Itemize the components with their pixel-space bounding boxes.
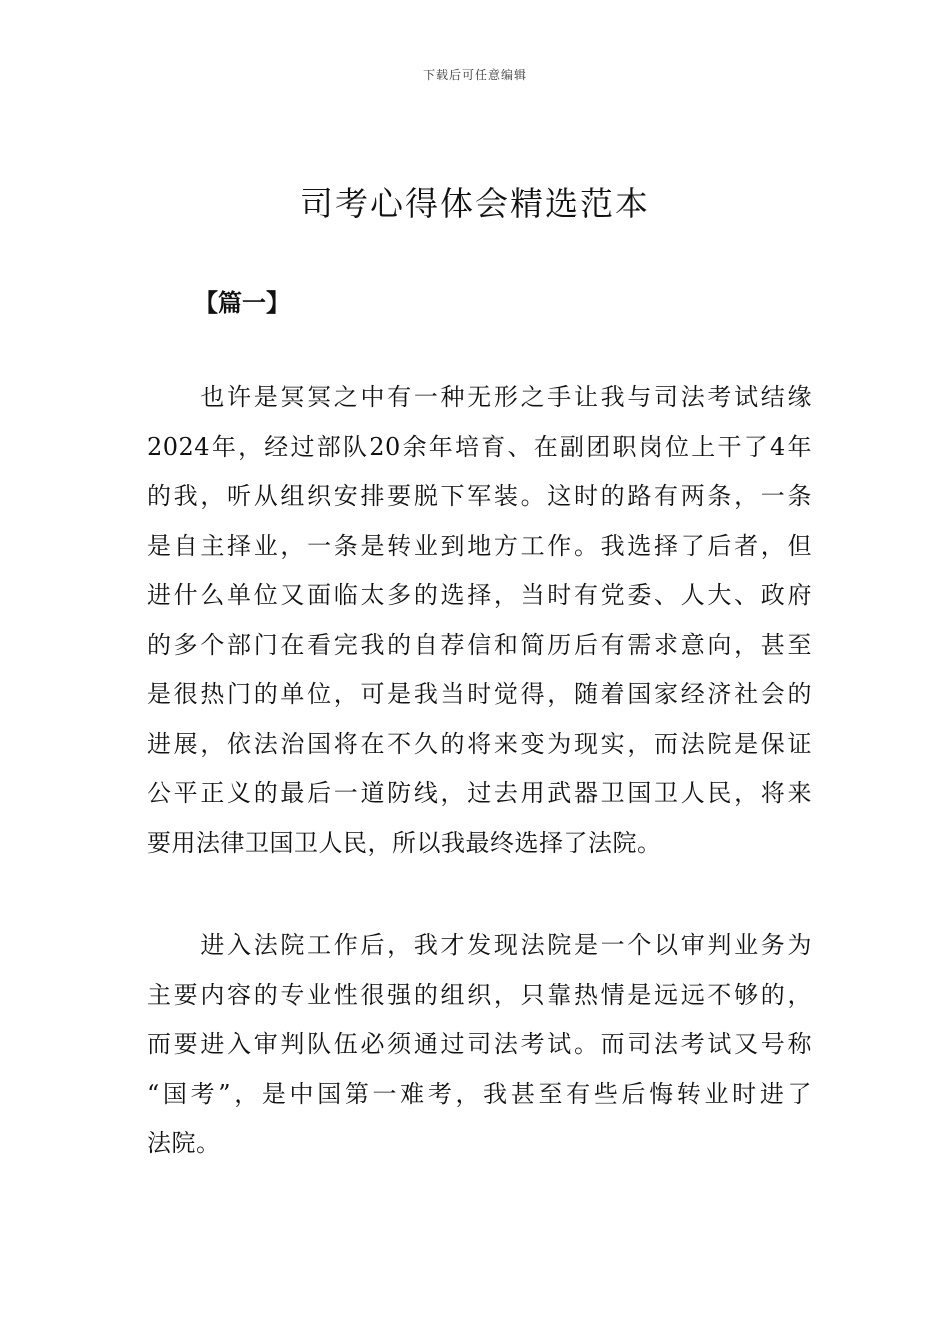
- paragraph-line: 2024年，经过部队20余年培育、在副团职岗位上干了4年: [147, 432, 812, 461]
- paragraph-line: 要用法律卫国卫人民，所以我最终选择了法院。: [147, 828, 662, 857]
- paragraph-line: 进什么单位又面临太多的选择，当时有党委、人大、政府: [147, 581, 812, 609]
- paragraph-line: 进入法院工作后，我才发现法院是一个以审判业务为: [147, 931, 812, 959]
- paragraph-line: 也许是冥冥之中有一种无形之手让我与司法考试结缘: [147, 383, 812, 411]
- paragraph-line: 而要进入审判队伍必须通过司法考试。而司法考试又号称: [147, 1030, 812, 1058]
- paragraph-line: 法院。: [147, 1129, 221, 1157]
- paragraph-2: [147, 921, 812, 1169]
- paragraph-line: 的多个部门在看完我的自荐信和简历后有需求意向，甚至: [147, 630, 812, 659]
- document-title: 司考心得体会精选范本: [300, 184, 650, 223]
- paragraph-line: 主要内容的专业性很强的组织，只靠热情是远远不够的，: [147, 980, 812, 1009]
- section-label: 【篇一】: [194, 289, 290, 317]
- header-note: 下载后可任意编辑: [422, 68, 527, 82]
- paragraph-line: “国考”，是中国第一难考，我甚至有些后悔转业时进了: [147, 1079, 812, 1108]
- paragraph-line: 是自主择业，一条是转业到地方工作。我选择了后者，但: [147, 531, 812, 560]
- paragraph-1: [147, 373, 812, 868]
- paragraph-line: 是很热门的单位，可是我当时觉得，随着国家经济社会的: [147, 680, 812, 708]
- paragraph-line: 进展，依法治国将在不久的将来变为现实，而法院是保证: [147, 729, 812, 758]
- paragraph-line: 公平正义的最后一道防线，过去用武器卫国卫人民，将来: [147, 779, 812, 807]
- paragraph-line: 的我，听从组织安排要脱下军装。这时的路有两条，一条: [147, 482, 812, 510]
